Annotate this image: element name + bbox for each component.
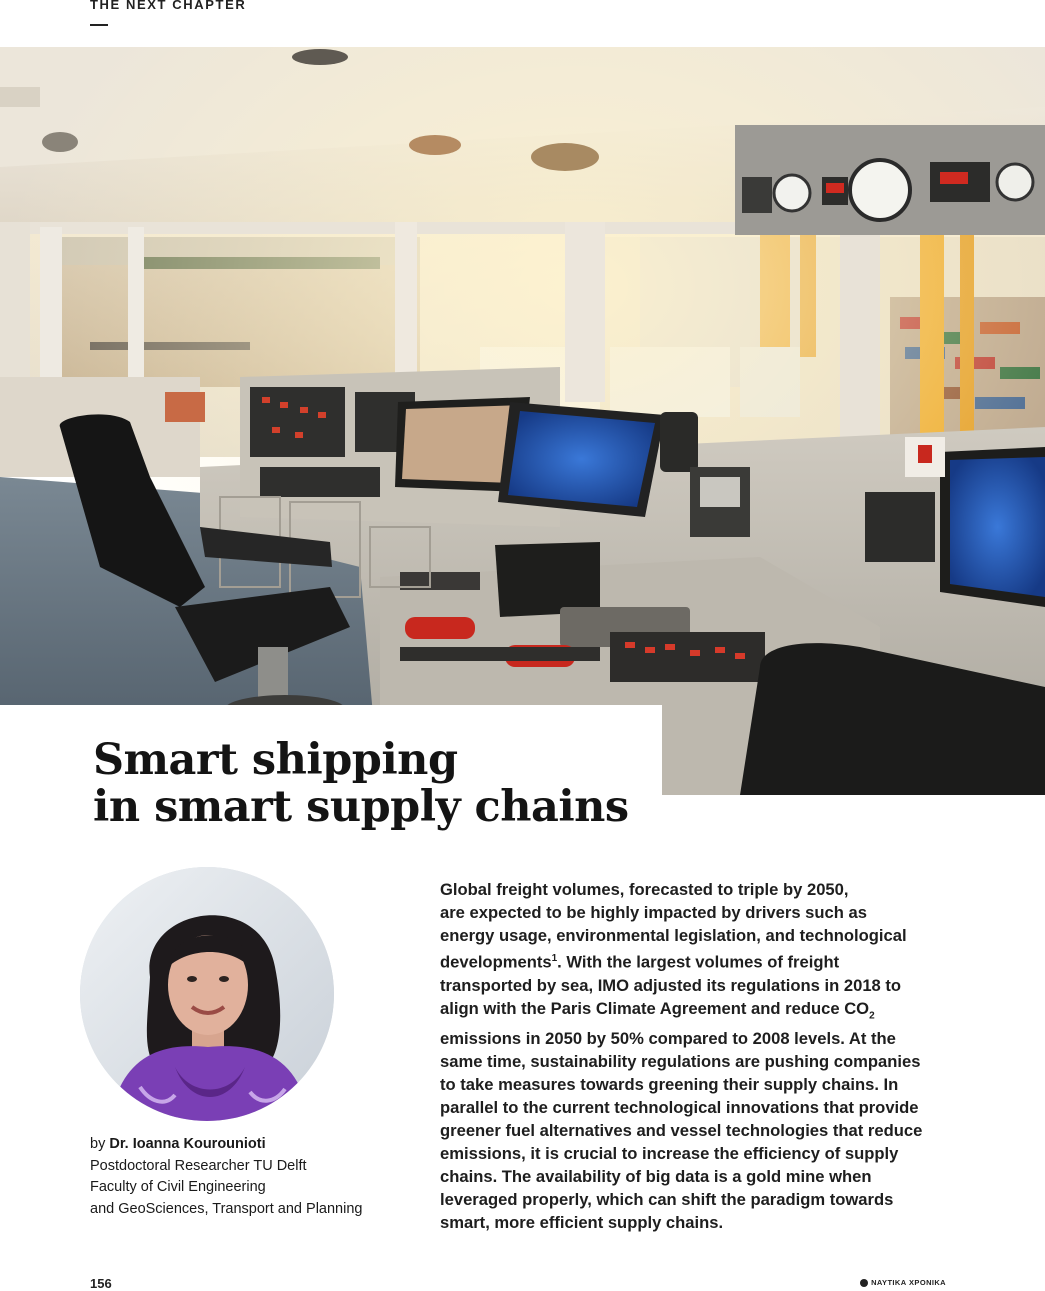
author-byline [90,1134,390,1220]
footnote-ref: 1 [551,953,558,964]
body-line: leveraged properly, which can shift the paradigm towards [440,1189,894,1209]
title-line-2: in smart supply chains [93,782,629,832]
author-role: Postdoctoral Researcher TU Delft [90,1157,307,1174]
byline-name-line [90,1134,390,1156]
body-line: smart, more efficient supply chains. [440,1212,724,1232]
body-line: chains. The availability of big data is a gold mine when [440,1166,872,1186]
brand-footer [860,1278,946,1287]
section-divider [90,24,108,26]
page-number: 156 [90,1276,112,1291]
body-line [440,997,960,1027]
body-line: emissions, it is crucial to increase the efficiency of supply [440,1143,899,1163]
brand-logo-icon [860,1279,868,1287]
body-fragment: align with the Paris Climate Agreement and reduce CO [440,998,870,1018]
author-photo-illustration [80,867,334,1121]
body-line: energy usage, environmental legislation, and technological [440,926,907,945]
body-line: transported by sea, IMO adjusted its regulations in 2018 to [440,975,902,995]
section-label: THE NEXT CHAPTER [90,0,247,12]
body-fragment: . With the largest volumes of freight [557,952,840,972]
subscript: 2 [869,1009,875,1021]
body-line: greener fuel alternatives and vessel technologies that reduce [440,1120,923,1140]
author-department: and GeoSciences, Transport and Planning [90,1200,363,1217]
title-line-1: Smart shipping [93,735,458,785]
author-portrait [80,867,334,1121]
body-line: are expected to be highly impacted by drivers such as [440,903,867,922]
body-fragment: developments [440,952,552,972]
body-line [440,947,960,974]
ship-bridge-illustration [0,47,1045,795]
body-line: Global freight volumes, forecasted to triple by 2050, [440,880,849,899]
brand-name: ΝΑΥΤΙΚΑ ΧΡΟΝΙΚΑ [871,1278,946,1287]
byline-prefix: by [90,1136,106,1152]
author-name: Dr. Ioanna Kourounioti [109,1136,266,1152]
article-title [93,737,629,831]
hero-photo [0,47,1045,795]
body-line: to take measures towards greening their supply chains. In [440,1074,899,1094]
author-faculty: Faculty of Civil Engineering [90,1179,266,1195]
body-line: parallel to the current technological innovations that provide [440,1097,919,1117]
article-body [440,878,960,1234]
body-line: emissions in 2050 by 50% compared to 2008 levels. At the [440,1028,896,1048]
body-line: same time, sustainability regulations are pushing companies [440,1051,921,1071]
